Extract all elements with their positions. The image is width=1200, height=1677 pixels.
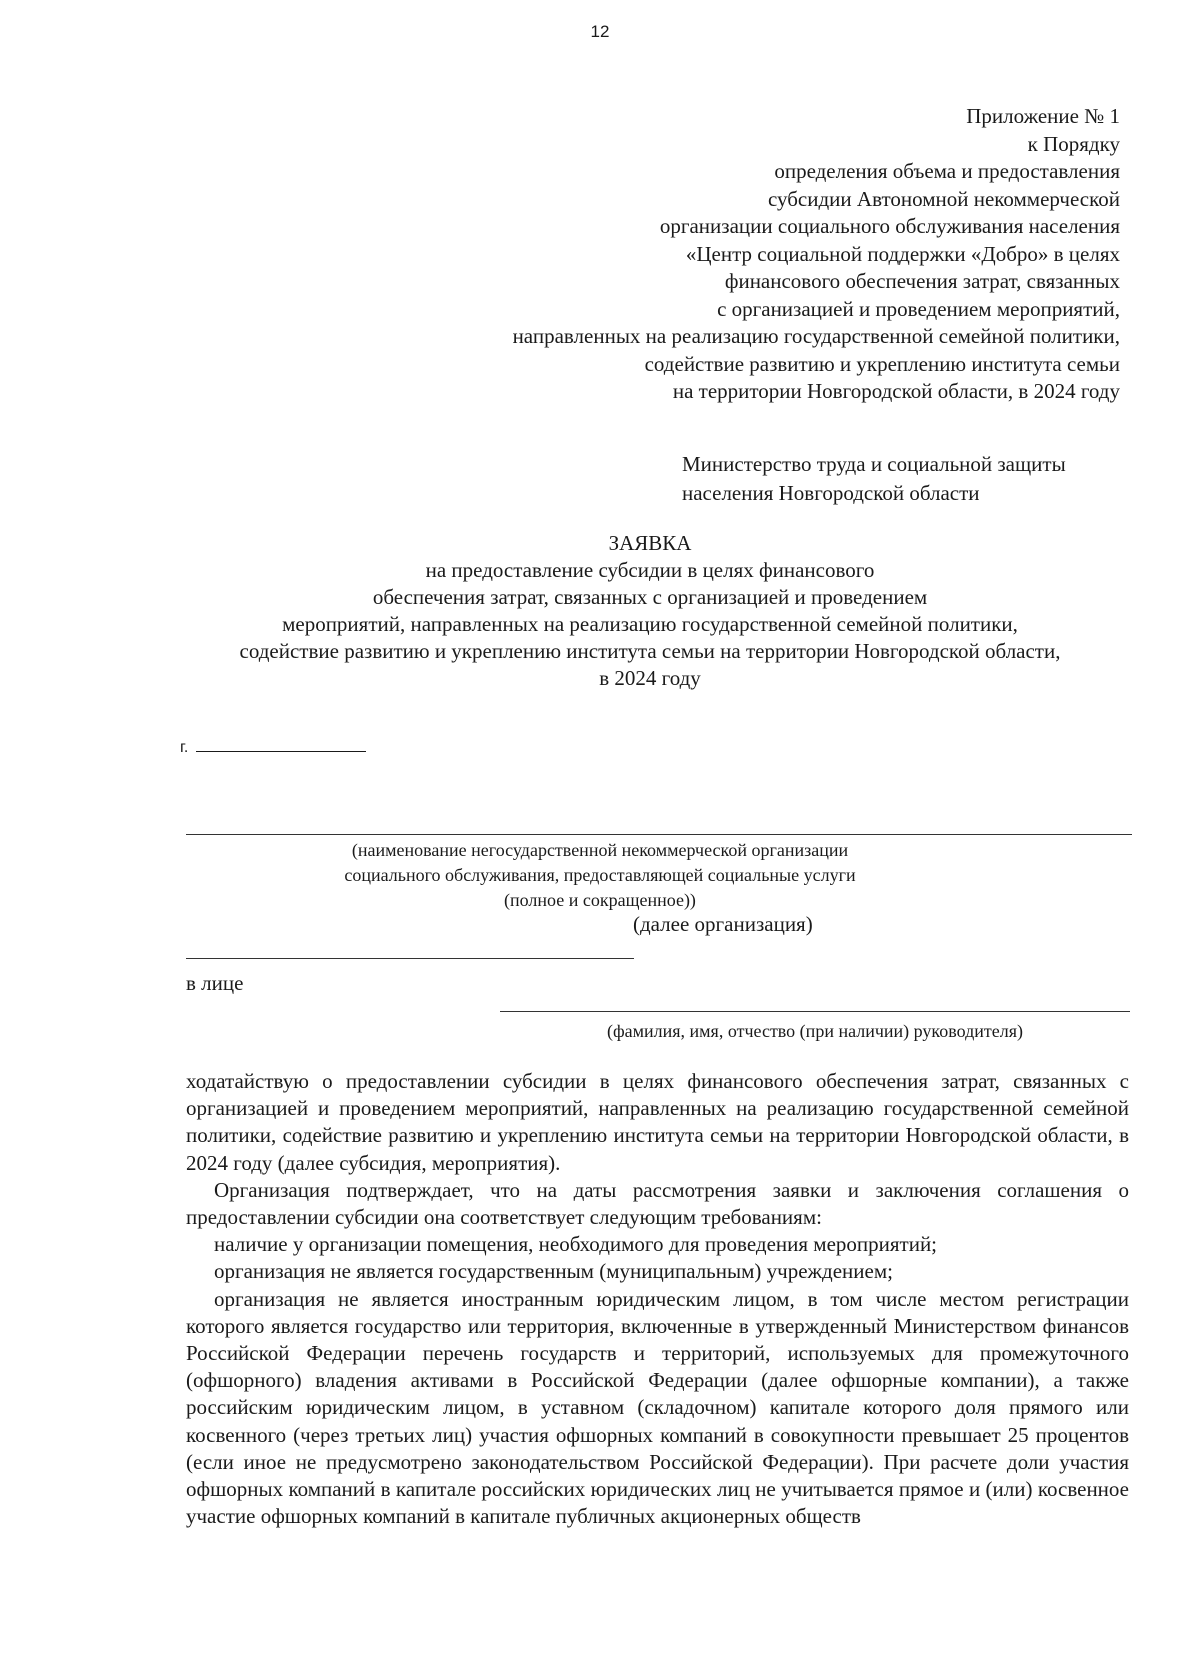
- title-line: на предоставление субсидии в целях финансового: [425, 558, 875, 582]
- city-field: [180, 737, 366, 757]
- appendix-line: направленных на реализацию государственной семейной политики,: [512, 324, 1120, 348]
- appendix-header: [360, 103, 1120, 406]
- title-line: обеспечения затрат, связанных с организацией и проведением: [372, 585, 928, 609]
- appendix-line: определения объема и предоставления: [774, 159, 1120, 183]
- body-paragraph: наличие у организации помещения, необходимого для проведения мероприятий;: [214, 1232, 938, 1257]
- appendix-line: субсидии Автономной некоммерческой: [767, 186, 1120, 211]
- caption-line: социального обслуживания, предоставляющей социальные услуги: [344, 865, 856, 885]
- city-label: г.: [180, 739, 189, 756]
- recipient-line: Министерство труда и социальной защиты: [682, 452, 1066, 476]
- head-name-line: [500, 1011, 1130, 1012]
- caption-line: (наименование негосударственной некоммерческой организации: [351, 840, 849, 860]
- appendix-line: финансового обеспечения затрат, связанных: [724, 269, 1120, 293]
- title-line: содействие развитию и укреплению института семьи на территории Новгородской области,: [239, 639, 1061, 663]
- body-paragraph: организация не является государственным (муниципальным) учреждением;: [214, 1259, 893, 1284]
- body-paragraph: ходатайствую о предоставлении субсидии в целях финансового обеспечения затрат, связанных с организацией и проведением мероприятий, направленных на реализацию государственной семейной политики, содействие развитию и укреплению института семьи на территории Новгородской области, в 2024 году (далее субсидия, мероприятия).: [186, 1069, 1129, 1175]
- page-number: 12: [590, 22, 610, 41]
- appendix-line: содействие развитию и укреплению института семьи: [644, 351, 1120, 376]
- recipient-block: [682, 450, 1142, 508]
- city-blank-line: [196, 737, 366, 752]
- body-paragraph: организация не является иностранным юридическим лицом, в том числе местом регистрации которого является государство или территория, включенные в утвержденный Министерством финансов Российской Федерации перечень государств и территорий, используемых для промежуточного (офшорного) владения активами в Российской Федерации (далее офшорные компании), а также российским юридическим лицом, в уставном (складочном) капитале которого доля прямого или косвенного (через третьих лиц) участия офшорных компаний в совокупности превышает 25 процентов (если иное не предусмотрено законодательством Российской Федерации). При расчете доли участия офшорных компаний в капитале российских юридических лиц не учитывается прямое и (или) косвенное участие офшорных компаний в капитале публичных акционерных обществ: [186, 1286, 1129, 1529]
- in-person-label: в лице: [186, 971, 244, 995]
- org-short-line: [186, 958, 634, 959]
- appendix-line: организации социального обслуживания населения: [659, 214, 1120, 238]
- org-name-caption: [200, 838, 1000, 913]
- recipient-line: населения Новгородской области: [682, 481, 980, 505]
- org-short-label: (далее организация): [633, 912, 813, 936]
- appendix-line: с организацией и проведением мероприятий,: [717, 296, 1120, 321]
- appendix-line: к Порядку: [1027, 131, 1120, 156]
- title-line: мероприятий, направленных на реализацию государственной семейной политики,: [282, 612, 1018, 636]
- head-name-caption: (фамилия, имя, отчество (при наличии) руководителя): [606, 1021, 1024, 1041]
- org-name-line: [186, 834, 1132, 835]
- body-text: [186, 1068, 1129, 1530]
- caption-line: (полное и сокращенное)): [504, 890, 696, 910]
- appendix-line: на территории Новгородской области, в 2024 году: [672, 379, 1120, 403]
- application-title: [150, 530, 1150, 692]
- appendix-line: Приложение № 1: [966, 104, 1120, 128]
- appendix-line: «Центр социальной поддержки «Добро» в целях: [685, 241, 1120, 266]
- body-paragraph: Организация подтверждает, что на даты рассмотрения заявки и заключения соглашения о предоставлении субсидии она соответствует следующим требованиям:: [186, 1177, 1129, 1230]
- title-line: в 2024 году: [599, 666, 701, 690]
- title-heading: ЗАЯВКА: [608, 531, 692, 555]
